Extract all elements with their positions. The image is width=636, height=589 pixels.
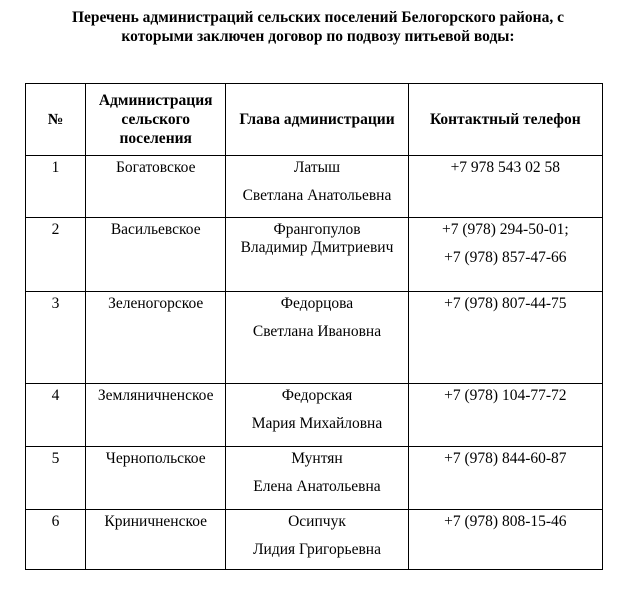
head-surname: Федорцова xyxy=(280,295,354,312)
table-row xyxy=(26,218,603,292)
administrations-table xyxy=(25,83,603,570)
header-administration-line-3: поселения xyxy=(119,130,192,147)
header-phone: Контактный телефон xyxy=(408,84,602,156)
table-row xyxy=(26,447,603,510)
table-row xyxy=(26,510,603,570)
cell-phone xyxy=(408,156,602,218)
cell-phone xyxy=(408,510,602,570)
row-number: 5 xyxy=(51,450,60,467)
title-line-1: Перечень администраций сельских поселений Белогорского района, с xyxy=(71,9,564,26)
header-administration xyxy=(86,84,226,156)
administration-name: Зеленогорское xyxy=(108,295,204,312)
cell-number xyxy=(26,156,86,218)
head-name: Лидия Григорьевна xyxy=(253,541,381,558)
head-surname: Латыш xyxy=(293,159,341,176)
phone-number: +7 (978) 808-15-46 xyxy=(444,513,567,530)
cell-head xyxy=(226,218,408,292)
cell-administration xyxy=(86,510,226,570)
cell-phone xyxy=(408,384,602,447)
administration-name: Криничненское xyxy=(104,513,208,530)
cell-head xyxy=(226,447,408,510)
cell-phone xyxy=(408,292,602,384)
table-row xyxy=(26,156,603,218)
head-surname: Федорская xyxy=(281,387,353,404)
head-name: Владимир Дмитриевич xyxy=(240,239,394,256)
cell-head xyxy=(226,384,408,447)
cell-number xyxy=(26,510,86,570)
phone-number: +7 (978) 104-77-72 xyxy=(444,387,567,404)
row-number: 4 xyxy=(51,387,60,404)
administration-name: Земляничненское xyxy=(97,387,214,404)
cell-head xyxy=(226,510,408,570)
phone-number: +7 (978) 294-50-01; xyxy=(441,221,569,238)
head-surname: Осипчук xyxy=(288,513,346,530)
cell-administration xyxy=(86,218,226,292)
head-surname: Мунтян xyxy=(291,450,343,467)
head-name: Светлана Анатольевна xyxy=(242,187,392,204)
phone-number: +7 (978) 807-44-75 xyxy=(444,295,567,312)
cell-phone xyxy=(408,447,602,510)
administration-name: Васильевское xyxy=(110,221,201,238)
phone-number: +7 978 543 02 58 xyxy=(450,159,561,176)
row-number: 2 xyxy=(51,221,60,238)
cell-number xyxy=(26,384,86,447)
row-number: 6 xyxy=(51,513,60,530)
table-header-row xyxy=(26,84,603,156)
head-name: Мария Михайловна xyxy=(251,415,383,432)
phone-number-secondary: +7 (978) 857-47-66 xyxy=(444,249,567,266)
cell-head xyxy=(226,156,408,218)
head-name: Светлана Ивановна xyxy=(252,323,382,340)
table-row xyxy=(26,384,603,447)
header-administration-line-1: Администрация xyxy=(98,92,213,109)
head-surname: Франгопулов xyxy=(273,221,361,238)
phone-number: +7 (978) 844-60-87 xyxy=(444,450,567,467)
administration-name: Богатовское xyxy=(115,159,196,176)
cell-administration xyxy=(86,447,226,510)
document-title xyxy=(0,8,636,46)
header-head: Глава администрации xyxy=(226,84,408,156)
cell-phone xyxy=(408,218,602,292)
administration-name: Чернопольское xyxy=(105,450,206,467)
header-administration-line-2: сельского xyxy=(121,111,191,128)
cell-administration xyxy=(86,384,226,447)
cell-number xyxy=(26,292,86,384)
cell-number xyxy=(26,218,86,292)
head-name: Елена Анатольевна xyxy=(253,478,381,495)
cell-administration xyxy=(86,292,226,384)
title-line-2: которыми заключен договор по подвозу питьевой воды: xyxy=(121,28,515,45)
cell-administration xyxy=(86,156,226,218)
cell-head xyxy=(226,292,408,384)
header-number: № xyxy=(26,84,86,156)
row-number: 1 xyxy=(51,159,60,176)
table-row xyxy=(26,292,603,384)
cell-number xyxy=(26,447,86,510)
row-number: 3 xyxy=(51,295,60,312)
